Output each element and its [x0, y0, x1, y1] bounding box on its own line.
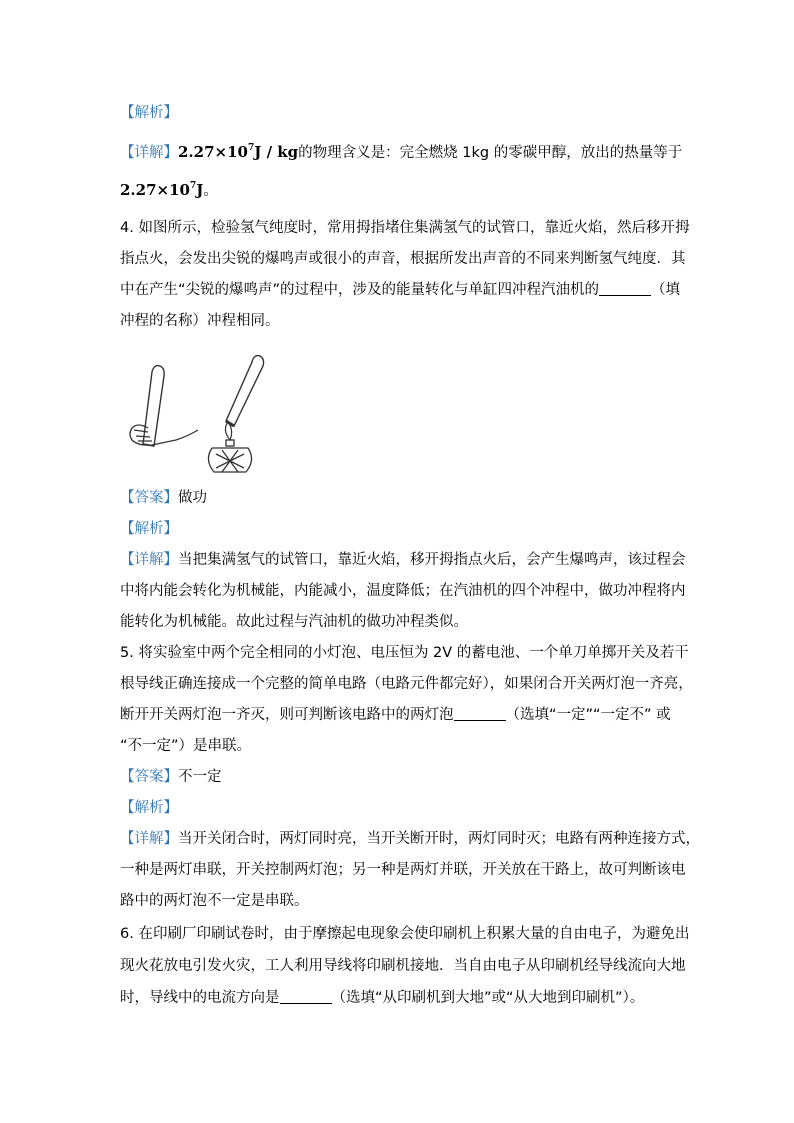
detail-line-1	[120, 143, 683, 162]
q4-detail-2: 中将内能会转化为机械能，内能减小，温度降低；在汽油机的四个冲程中，做功冲程将内	[120, 583, 686, 599]
alcohol-burner-icon	[208, 440, 251, 472]
q4-line-4: 冲程的名称）冲程相同。	[120, 313, 280, 329]
hand-icon	[130, 425, 198, 445]
q4-line-1: 4. 如图所示，检验氢气纯度时，常用拇指堵住集满氢气的试管口，靠近火焰，然后移开拇	[120, 220, 690, 236]
answer-value: 做功	[178, 490, 207, 506]
answer-blank	[280, 989, 332, 1004]
test-tube-right-icon	[226, 356, 264, 426]
q6-line-2: 现火花放电引发火灾，工人利用导线将印刷机接地．当自由电子从印刷机经导线流向大地	[120, 958, 686, 974]
q6-line-3: 时，导线中的电流方向是 （选填“从印刷机到大地”或“从大地到印刷机”）。	[120, 990, 645, 1006]
q5-detail-1: 【详解】当开关闭合时，两灯同时亮，当开关断开时，两灯同时灭；电路有两种连接方式，	[120, 831, 700, 847]
q4-answer	[120, 489, 680, 507]
answer-tag: 【答案】	[120, 490, 178, 506]
analysis-tag: 【解析】	[120, 105, 178, 121]
answer-blank	[599, 281, 651, 296]
q5-line-3: 断开开关两灯泡一齐灭，则可判断该电路中的两灯泡 （选填“一定”“一定不” 或	[120, 707, 671, 723]
heat-value-formula: $2.27\times 10^7J$ / kg	[178, 143, 299, 161]
test-tube-left-icon	[143, 366, 164, 446]
q6-line-1: 6. 在印刷厂印刷试卷时，由于摩擦起电现象会使印刷机上积累大量的自由电子，为避免出	[120, 926, 690, 942]
q5-detail-2: 一种是两灯串联，开关控制两灯泡；另一种是两灯并联，开关放在干路上，故可判断该电	[120, 862, 686, 878]
q5-answer: 【答案】不一定	[120, 769, 222, 785]
q5-analysis-heading: 【解析】	[120, 800, 178, 816]
q5-line-2: 根导线正确连接成一个完整的简单电路（电路元件都完好），如果闭合开关两灯泡一齐亮，	[120, 676, 693, 692]
detail-line-2: $2.27\times 10^7J$。	[120, 181, 218, 199]
analysis-heading-1	[120, 104, 680, 122]
q4-analysis-heading: 【解析】	[120, 521, 178, 537]
hydrogen-test-figure	[118, 350, 278, 480]
heat-amount-formula: $2.27\times 10^7J$	[120, 181, 204, 199]
q5-line-4: “不一定”）是串联。	[120, 738, 252, 754]
q5-detail-3: 路中的两灯泡不一定是串联。	[120, 893, 309, 909]
q5-line-1: 5. 将实验室中两个完全相同的小灯泡、电压恒为 2V 的蓄电池、一个单刀单掷开关及若干	[120, 645, 689, 661]
q4-detail-3: 能转化为机械能。故此过程与汽油机的做功冲程类似。	[120, 614, 468, 630]
q4-line-2: 指点火，会发出尖锐的爆鸣声或很小的声音，根据所发出声音的不同来判断氢气纯度．其	[120, 251, 686, 267]
q4-detail-1: 【详解】当把集满氢气的试管口，靠近火焰，移开拇指点火后，会产生爆鸣声，该过程会	[120, 552, 686, 568]
q4-line-3: 中在产生“尖锐的爆鸣声”的过程中，涉及的能量转化与单缸四冲程汽油机的 （填	[120, 282, 681, 298]
answer-blank	[454, 706, 506, 721]
detail-text: 的物理含义是：完全燃烧 1kg 的零碳甲醇，放出的热量等于	[298, 145, 683, 161]
detail-tag: 【详解】	[120, 145, 178, 161]
